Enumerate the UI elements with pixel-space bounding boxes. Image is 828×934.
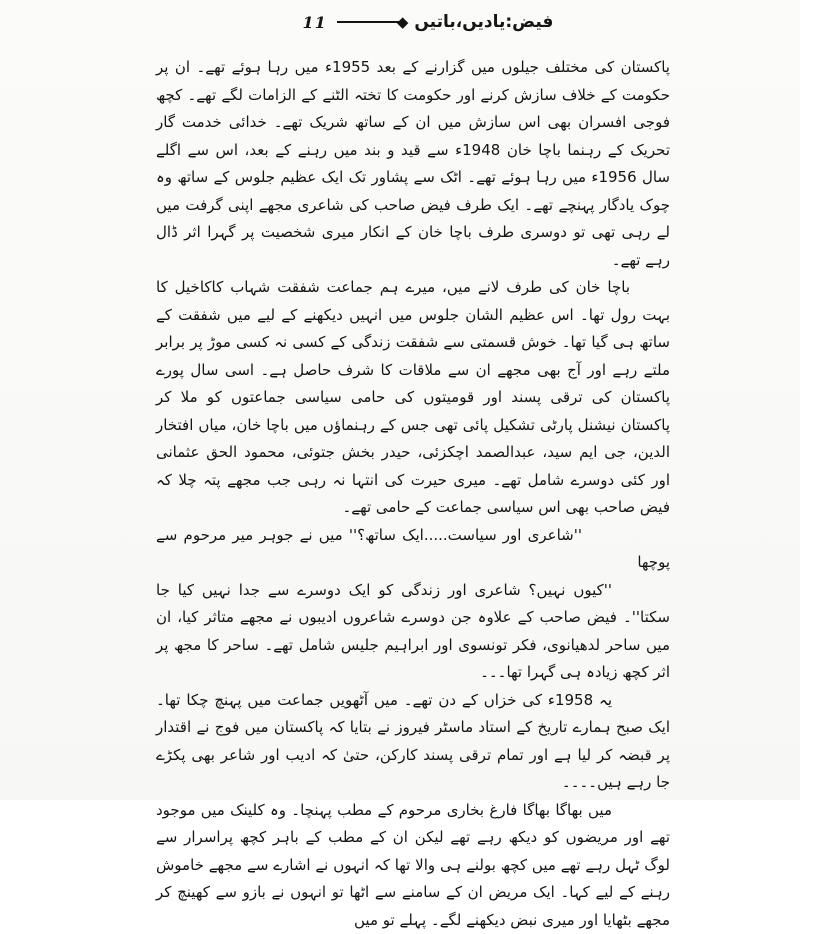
paragraph-dialogue: ''کیوں نہیں؟ شاعری اور زندگی کو ایک دوسرے سے جدا نہیں کیا جا سکتا''۔ فیض صاحب کے علاوہ جن دوسرے شاعروں ادیبوں نے مجھے متاثر کیا، ان میں ساحر لدھیانوی، فکر تونسوی اور ابراہیم جلیس شامل تھے۔ ساحر کا مجھ پر اثر کچھ زیادہ ہی گہرا تھا۔۔۔	[156, 577, 670, 687]
paragraph: یہ 1958ء کی خزاں کے دن تھے۔ میں آٹھویں جماعت میں پہنچ چکا تھا۔ ایک صبح ہمارے تاریخ کے استاد ماسٹر فیروز نے بتایا کہ پاکستان میں فوج نے اقتدار پر قبضہ کر لیا ہے اور تمام ترقی پسند کارکن، حتیٰ کہ ادیب اور شاعر بھی پکڑے جا رہے ہیں۔۔۔۔	[156, 687, 670, 797]
paragraph: باچا خان کی طرف لانے میں، میرے ہم جماعت شفقت شہاب کاکاخیل کا بہت رول تھا۔ اس عظیم الشان جلوس میں انہیں دیکھنے کے لیے میں شفقت کے ساتھ ہی گیا تھا۔ خوش قسمتی سے شفقت زندگی کے کسی نہ کسی موڑ پر برابر ملتے رہے اور آج بھی مجھے ان سے ملاقات کا شرف حاصل ہے۔ اسی سال پورے پاکستان کی ترقی پسند اور قومیتوں کی حامی سیاسی جماعتوں کو ملا کر پاکستان نیشنل پارٹی تشکیل پائی تھی جس کے رہنماؤں میں باچا خان، میاں افتخار الدین، جی ایم سید، عبدالصمد اچکزئی، حیدر بخش جتوئی، محمود الحق عثمانی اور کئی دوسرے شامل تھے۔ میری حیرت کی انتہا نہ رہی جب مجھے پتہ چلا کہ فیض صاحب بھی اس سیاسی جماعت کے حامی تھے۔	[156, 274, 670, 522]
paragraph-dialogue: ''شاعری اور سیاست.....ایک ساتھ؟'' میں نے جوہر میر مرحوم سے پوچھا	[156, 522, 670, 577]
paragraph: پاکستان کی مختلف جیلوں میں گزارنے کے بعد 1955ء میں رہا ہوئے تھے۔ ان پر حکومت کے خلاف سازش کرنے اور حکومت کا تختہ الٹنے کے الزامات لگے تھے۔ کچھ فوجی افسران بھی اس سازش میں ان کے ساتھ شریک تھے۔ خدائی خدمت گار تحریک کے رہنما باچا خان 1948ء سے قید و بند میں رہنے کے بعد، اس سے اگلے سال 1956ء میں رہا ہوئے تھے۔ اٹک سے پشاور تک ایک عظیم جلوس کے ساتھ وہ چوک یادگار پہنچے تھے۔ ایک طرف فیض صاحب کی شاعری مجھے اپنی گرفت میں لے رہی تھی تو دوسری طرف باچا خان کے انکار میری شخصیت پر گہرا اثر ڈال رہے تھے۔	[156, 54, 670, 274]
body-text	[156, 54, 670, 934]
header-rule	[337, 21, 401, 23]
running-header	[28, 12, 828, 32]
book-title: فیض:یادیں،باتیں	[414, 12, 553, 32]
diamond-icon: ◆	[397, 15, 409, 30]
paragraph: میں بھاگا بھاگا فارغ بخاری مرحوم کے مطب پہنچا۔ وہ کلینک میں موجود تھے اور مریضوں کو دیکھ رہے تھے لیکن ان کے مطب کے باہر کچھ پراسرار سے لوگ ٹہل رہے تھے میں کچھ بولنے ہی والا تھا کہ انہوں نے اشارے سے مجھے خاموش رہنے کے لیے کہا۔ ایک مریض ان کے سامنے سے اٹھا تو انہوں نے بازو سے کھینچ کر مجھے بٹھایا اور میری نبض دیکھنے لگے۔ پہلے تو میں	[156, 797, 670, 934]
page-number: 11	[303, 13, 327, 32]
